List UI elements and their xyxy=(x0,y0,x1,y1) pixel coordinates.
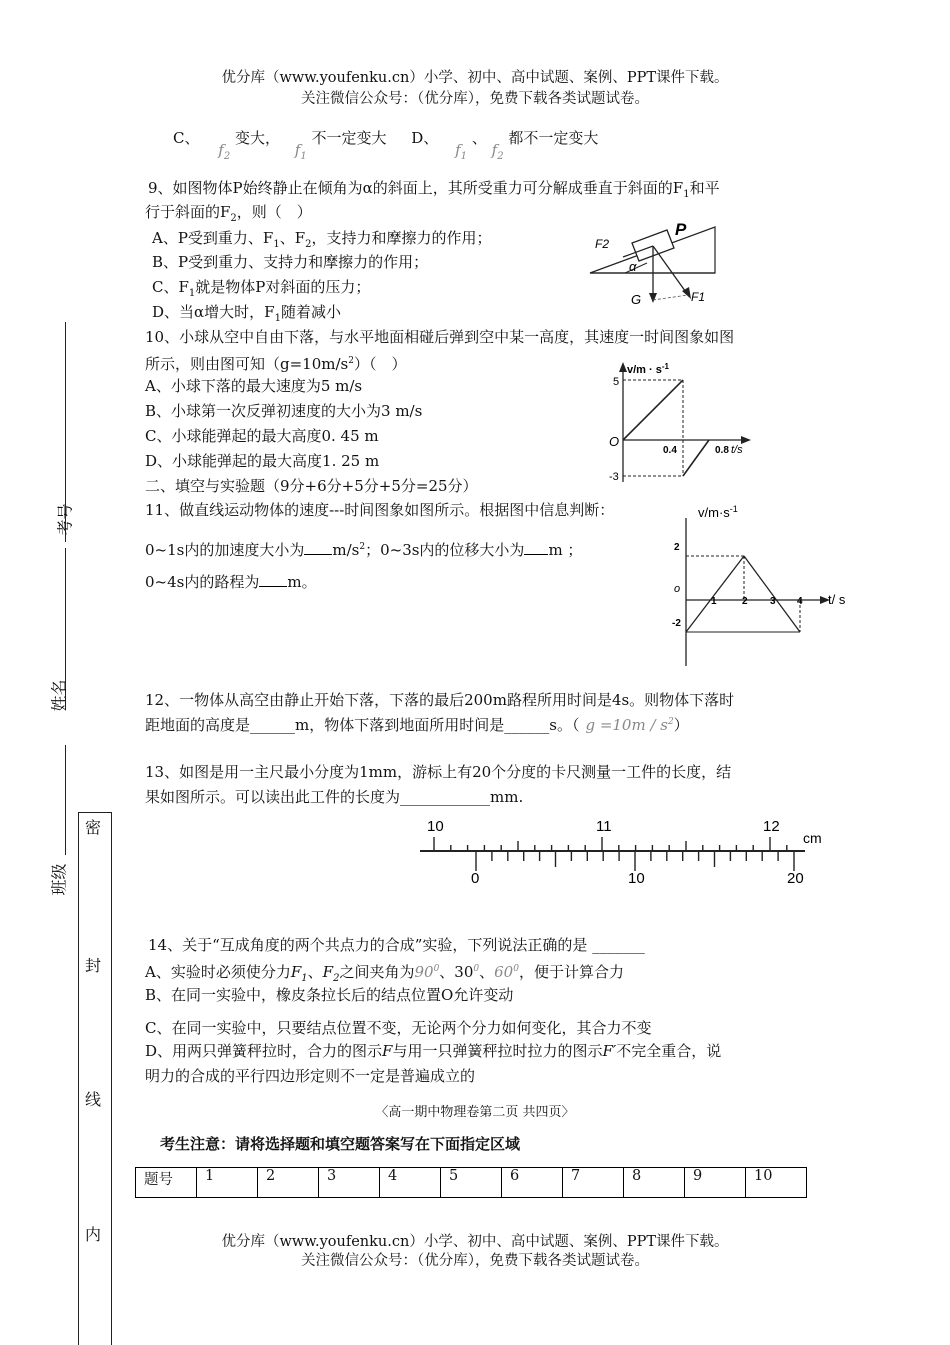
q11-tick-x2: 2 xyxy=(742,596,748,607)
q10-option-c: C、小球能弹起的最大高度0. 45 m xyxy=(145,427,379,445)
answer-notice: 考生注意：请将选择题和填空题答案写在下面指定区域 xyxy=(160,1135,521,1153)
q10-xlabel: t/s xyxy=(731,444,743,456)
q10-fall-line xyxy=(623,380,683,440)
q10-ylabel: $v/m \cdot s^{-1}$ xyxy=(627,362,669,376)
q11-ylabel: $v/m\cdot s^{-1}$ xyxy=(698,504,738,520)
banji-line xyxy=(65,745,66,855)
answer-table xyxy=(135,1167,807,1198)
q10-option-b: B、小球第一次反弹初速度的大小为3 m/s xyxy=(145,402,423,420)
caliper-main-label-11: 11 xyxy=(596,818,612,835)
answer-cell-header: 题号 xyxy=(136,1168,197,1198)
q8-options: C、 $f_2$ 变大， $f_1$ 不一定变大 D、 $f_1$ 、 $f_2$ 都不一定变大 xyxy=(173,129,599,162)
q9-stem-2: 行于斜面的$F_2$，则（ ） xyxy=(145,203,312,224)
caliper-vernier-ticks xyxy=(476,851,794,871)
seal-char-nei: 内 xyxy=(85,1225,102,1244)
q11-rise-line xyxy=(686,556,744,632)
footer-line-2: 关注微信公众号：（优分库），免费下载各类试题试卷。 xyxy=(301,1253,649,1269)
q10-stem-2: 所示，则由图可知$(g=10m/s^2)$（ ） xyxy=(145,355,407,373)
page-number-footer: 〈高一期中物理卷第二页 共四页〉 xyxy=(375,1105,575,1120)
q10-tick-5: 5 xyxy=(613,376,620,388)
footer-line-1: 优分库（www.youfenku.cn）小学、初中、高中试题、案例、PPT课件下载。 xyxy=(221,1234,729,1250)
q10-option-d: D、小球能弹起的最大高度1. 25 m xyxy=(145,452,380,470)
q9-incline-figure xyxy=(585,215,725,307)
q11-tick-x3: 3 xyxy=(770,596,776,607)
answer-cell-5: 5 xyxy=(441,1168,502,1198)
q13-line-2: 果如图所示。可以读出此工件的长度为____________mm. xyxy=(145,788,524,806)
q9-stem-1: 9、如图物体P始终静止在倾角为α的斜面上，其所受重力可分解成垂直于斜面的$F_1$和平 xyxy=(148,179,720,200)
caliper-unit: cm xyxy=(803,830,822,846)
q11-line-1: 0~1s内的加速度大小为 $m/s^2$；0~3s内的位移大小为 m ； xyxy=(145,541,583,559)
q11-tick-x1: 1 xyxy=(711,596,717,607)
caliper-vernier-label-10: 10 xyxy=(628,870,645,887)
q10-origin: O xyxy=(609,434,620,449)
label-f2: F2 xyxy=(595,237,610,251)
q12-line-1: 12、一物体从高空由静止开始下落，下落的最后200m路程所用时间是4s。则物体下落时 xyxy=(145,691,735,709)
label-p: P xyxy=(675,220,687,239)
q10-rebound-line xyxy=(683,440,709,476)
answer-cell-3: 3 xyxy=(319,1168,380,1198)
q14-option-d-line-2: 明力的合成的平行四边形定则不一定是普遍成立的 xyxy=(145,1067,476,1085)
answer-cell-8: 8 xyxy=(624,1168,685,1198)
header-line-2: 关注微信公众号：（优分库），免费下载各类试题试卷。 xyxy=(301,91,649,107)
q11-fall-line xyxy=(744,556,800,632)
q9-option-c: C、$F_1$就是物体P对斜面的压力； xyxy=(152,278,371,299)
q10-tick-08: 0.8 xyxy=(715,445,729,456)
label-alpha: α xyxy=(629,259,637,274)
q11-line-2: 0~4s内的路程为 m。 xyxy=(145,573,317,591)
answer-cell-4: 4 xyxy=(380,1168,441,1198)
q10-tick-04: 0.4 xyxy=(663,445,677,456)
q12-line-2: 距地面的高度是______m，物体下落到地面所用时间是______s。（ $g =10m / s^2$） xyxy=(145,716,689,734)
q10-option-a: A、小球下落的最大速度为5 m/s xyxy=(145,377,363,395)
q10-vt-graph xyxy=(605,360,755,485)
q10-tick-m3: -3 xyxy=(609,471,619,483)
q14-option-c: C、在同一实验中，只要结点位置不变，无论两个分力如何变化，其合力不变 xyxy=(145,1019,652,1037)
seal-line-box xyxy=(78,812,112,1345)
q13-line-1: 13、如图是用一主尺最小分度为1mm，游标上有20个分度的卡尺测量一工件的长度，结 xyxy=(145,763,732,781)
answer-cell-2: 2 xyxy=(258,1168,319,1198)
q14-stem: 14、关于“互成角度的两个共点力的合成”实验，下列说法正确的是 _______ xyxy=(148,936,645,954)
answer-cell-7: 7 xyxy=(563,1168,624,1198)
caliper-main-label-12: 12 xyxy=(763,818,780,835)
header-line-1: 优分库（www.youfenku.cn）小学、初中、高中试题、案例、PPT课件下载。 xyxy=(221,70,729,86)
label-g: G xyxy=(631,292,642,307)
answer-cell-1: 1 xyxy=(197,1168,258,1198)
q14-option-d-line-1: D、用两只弹簧秤拉时，合力的图示F与用一只弹簧秤拉时拉力的图示F′不完全重合，说 xyxy=(145,1042,722,1060)
q11-stem: 11、做直线运动物体的速度---时间图象如图所示。根据图中信息判断： xyxy=(145,501,615,519)
answer-cell-9: 9 xyxy=(685,1168,746,1198)
answer-table-row xyxy=(136,1168,807,1198)
q14-option-b: B、在同一实验中，橡皮条拉长后的结点位置O允许变动 xyxy=(145,986,514,1004)
banji-label: 班级 xyxy=(49,863,69,896)
q9-option-d: D、当α增大时，$F_1$随着减小 xyxy=(152,303,341,324)
caliper-main-ticks xyxy=(434,837,787,851)
caliper-vernier-label-20: 20 xyxy=(787,870,804,887)
q11-tick-x4: 4 xyxy=(797,596,803,607)
q10-stem-1: 10、小球从空中自由下落，与水平地面相碰后弹到空中某一高度，其速度一时间图象如图 xyxy=(145,328,735,346)
q11-tick-2: 2 xyxy=(674,542,680,553)
q11-tick-m2: -2 xyxy=(672,618,681,629)
q11-xlabel: t/ s xyxy=(828,592,846,607)
kaohao-label: 考号 xyxy=(55,503,75,536)
q9-option-a: A、P受到重力、$F_1$、$F_2$，支持力和摩擦力的作用； xyxy=(152,229,492,250)
answer-cell-10: 10 xyxy=(746,1168,807,1198)
caliper-main-label-10: 10 xyxy=(427,818,444,835)
label-f1: F1 xyxy=(691,290,706,304)
seal-char-mi: 密 xyxy=(85,818,102,837)
q9-option-b: B、P受到重力、支持力和摩擦力的作用； xyxy=(152,253,429,271)
section-2-title: 二、填空与实验题（9分+6分+5分+5分=25分） xyxy=(145,477,478,495)
xingming-label: 姓名 xyxy=(49,679,69,712)
q13-caliper xyxy=(410,815,830,890)
f1-arrow xyxy=(653,246,688,295)
q11-vt-graph xyxy=(660,500,860,668)
seal-char-xian: 线 xyxy=(85,1090,102,1109)
q11-origin: o xyxy=(674,583,681,595)
q14-option-a: A、实验时必须使分力$F_1$、$F_2$之间夹角为$90^0$、$30^0$、$60^0$，便于计算合力 xyxy=(145,963,624,984)
caliper-vernier-label-0: 0 xyxy=(471,870,480,887)
seal-char-feng: 封 xyxy=(85,956,102,975)
answer-cell-6: 6 xyxy=(502,1168,563,1198)
